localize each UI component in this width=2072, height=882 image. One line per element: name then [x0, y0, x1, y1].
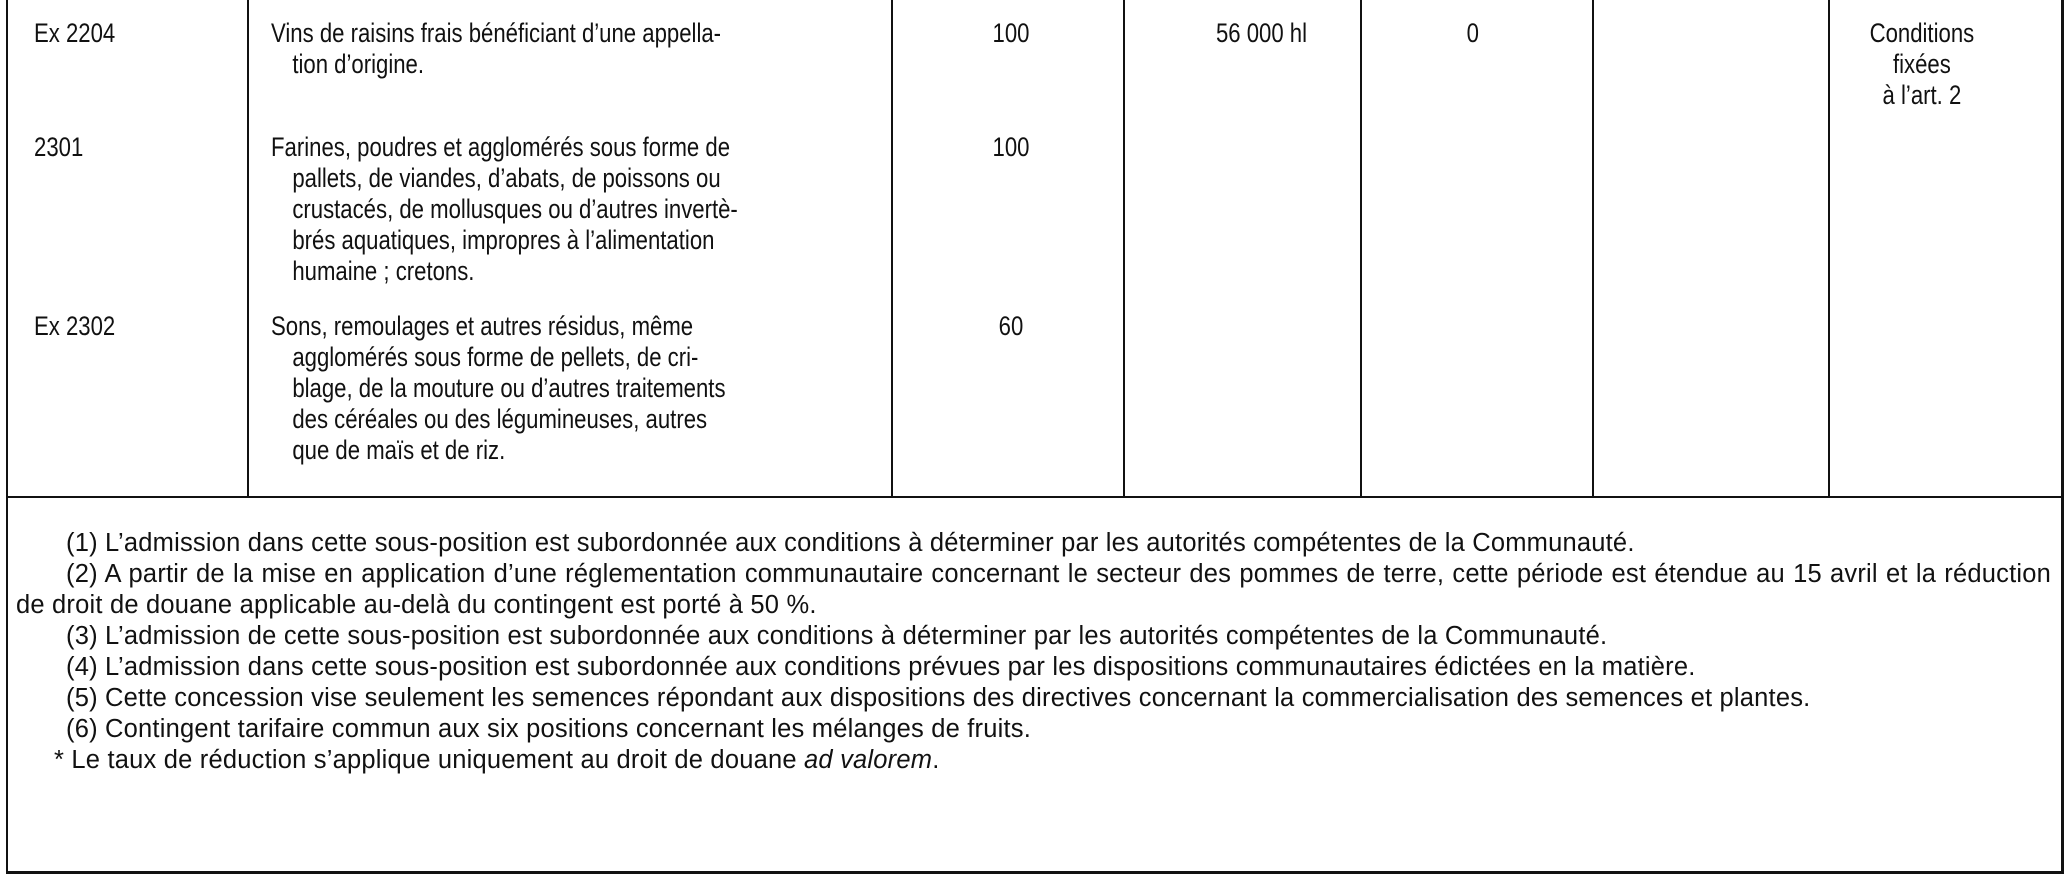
- conditions-line: fixées: [1892, 49, 1951, 79]
- footnote-asterisk: [16, 745, 2051, 776]
- reduction-rate: 60: [998, 311, 1024, 341]
- product-description: [271, 132, 796, 287]
- description-line: pallets, de viandes, d’abats, de poissons ou: [292, 163, 721, 193]
- description-line: tion d’origine.: [292, 49, 425, 79]
- column-divider: [247, 0, 249, 497]
- description-line: agglomérés sous forme de pellets, de cri-: [292, 342, 699, 372]
- tariff-code: Ex 2204: [34, 18, 116, 48]
- description-line: Farines, poudres et agglomérés sous forme de: [271, 132, 731, 162]
- notes-separator: [6, 496, 2064, 498]
- description-line: blage, de la mouture ou d’autres traitements: [292, 373, 726, 403]
- column-divider: [891, 0, 893, 497]
- column-divider: [1592, 0, 1594, 497]
- reduction-rate: 100: [992, 18, 1030, 48]
- footnote-italic-term: ad valorem: [804, 746, 933, 774]
- tariff-quota: 56 000 hl: [1215, 18, 1308, 48]
- footnote: (4) L’admission dans cette sous-position est subordonnée aux conditions prévues par les dispositions communautaires édictées en la matière.: [66, 653, 1696, 681]
- footnote: (6) Contingent tarifaire commun aux six positions concernant les mélanges de fruits.: [66, 715, 1032, 743]
- footnote: (2) A partir de la mise en application d’une réglementation communautaire concernant le secteur des pommes de terre, cette période est étendue au 15 avril et la réduction de droit de douane applicable au-delà du contingent est porté à 50 %.: [16, 560, 2051, 619]
- quota-duty: 0: [1466, 18, 1479, 48]
- description-line: brés aquatiques, impropres à l’alimentation: [292, 225, 715, 255]
- description-line: que de maïs et de riz.: [292, 435, 506, 465]
- conditions-line: à l’art. 2: [1882, 80, 1962, 110]
- column-divider: [1828, 0, 1830, 497]
- product-description: [271, 311, 796, 466]
- footnote-text: * Le taux de réduction s’applique uniquement au droit de douane: [54, 746, 797, 774]
- description-line: Sons, remoulages et autres résidus, même: [271, 311, 694, 341]
- footnote-punctuation: .: [932, 746, 940, 774]
- description-line: des céréales ou des légumineuses, autres: [292, 404, 708, 434]
- footnote: (3) L’admission de cette sous-position est subordonnée aux conditions à déterminer par les autorités compétentes de la Communauté.: [66, 622, 1608, 650]
- conditions: [1844, 18, 2000, 111]
- footnote: (5) Cette concession vise seulement les semences répondant aux dispositions des directives concernant la commercialisation des semences et plantes.: [66, 684, 1811, 712]
- footnotes: [16, 528, 2051, 776]
- footnote: (1) L’admission dans cette sous-position est subordonnée aux conditions à déterminer par les autorités compétentes de la Communauté.: [66, 529, 1635, 557]
- description-line: Vins de raisins frais bénéficiant d’une appella-: [271, 18, 722, 48]
- description-line: humaine ; cretons.: [292, 256, 475, 286]
- tariff-code: Ex 2302: [34, 311, 116, 341]
- conditions-line: Conditions: [1869, 18, 1975, 48]
- description-line: crustacés, de mollusques ou d’autres invertè-: [292, 194, 738, 224]
- reduction-rate: 100: [992, 132, 1030, 162]
- column-divider: [1123, 0, 1125, 497]
- tariff-code: 2301: [34, 132, 84, 162]
- product-description: [271, 18, 796, 80]
- column-divider: [1360, 0, 1362, 497]
